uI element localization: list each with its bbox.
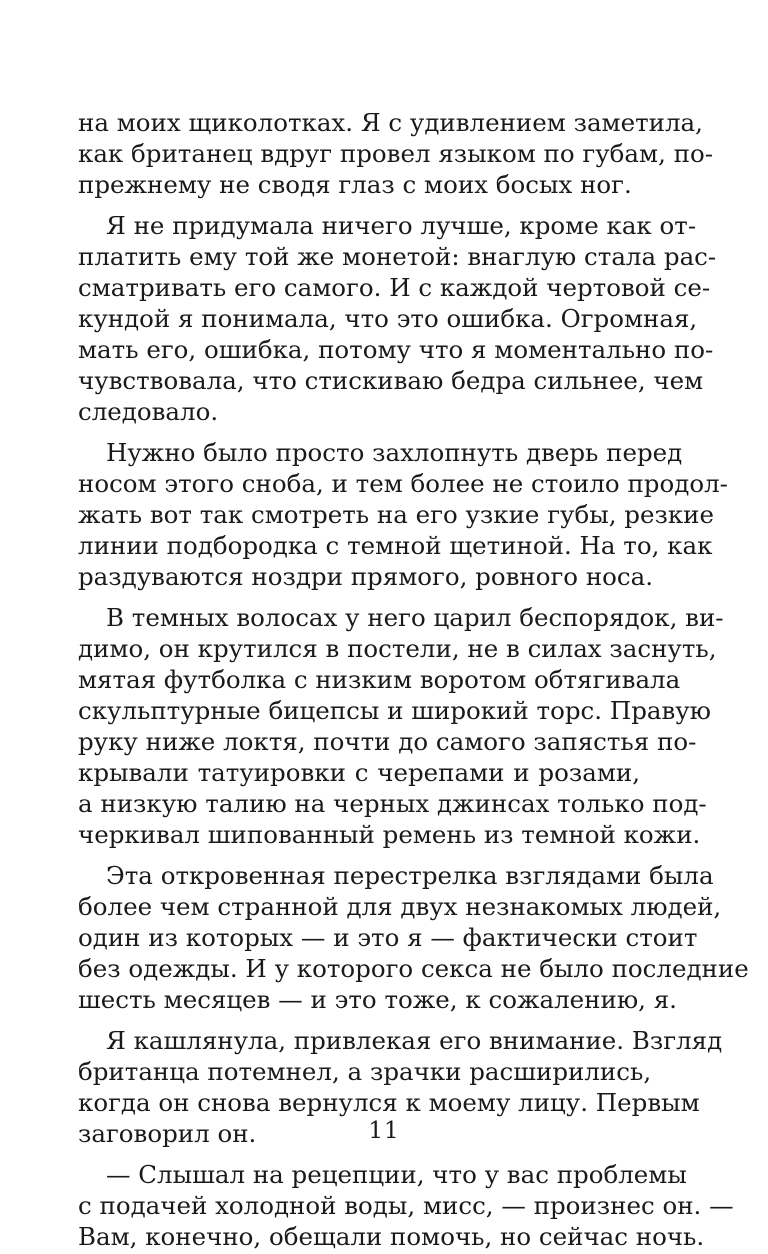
text-line: Нужно было просто захлопнуть дверь перед [106,438,683,467]
text-line: как британец вдруг провел языком по губам, по- [78,139,714,168]
text-line: Эта откровенная перестрелка взглядами была [106,861,714,890]
text-line: с подачей холодной воды, мисс, — произнес он. — [78,1191,734,1220]
text-line: следовало. [78,397,219,426]
text-line: один из которых — и это я — фактически стоит [78,923,698,952]
text-line: Я кашлянула, привлекая его внимание. Взгляд [106,1026,723,1055]
text-line: без одежды. И у которого секса не было последние [78,954,749,983]
text-line: кундой я понимала, что это ошибка. Огромная, [78,304,698,333]
text-line: шесть месяцев — и это тоже, к сожалению, я. [78,985,677,1014]
text-line: черкивал шипованный ремень из темной кожи. [78,820,701,849]
text-line: В темных волосах у него царил беспорядок, ви- [106,603,724,632]
book-page-text [78,106,749,1251]
text-line: мятая футболка с низким воротом обтягивала [78,665,681,694]
text-line: сматривать его самого. И с каждой чертовой се- [78,273,711,302]
text-line: димо, он крутился в постели, не в силах заснуть, [78,634,717,663]
text-line: носом этого сноба, и тем более не стоило продол- [78,469,728,498]
text-line: скульптурные бицепсы и широкий торс. Правую [78,696,712,725]
text-line: раздуваются ноздри прямого, ровного носа. [78,562,654,591]
text-line: — Слышал на рецепции, что у вас проблемы [106,1160,687,1189]
text-line: когда он снова вернулся к моему лицу. Первым [78,1088,700,1117]
text-line: Я не придумала ничего лучше, кроме как от- [106,211,697,240]
page-number: 11 [368,1118,400,1144]
text-line: крывали татуировки с черепами и розами, [78,758,640,787]
text-line: платить ему той же монетой: внаглую стала рас- [78,242,717,271]
text-line: заговорил он. [78,1119,257,1148]
text-line: а низкую талию на черных джинсах только под- [78,789,707,818]
text-line: линии подбородка с темной щетиной. На то, как [78,531,713,560]
text-line: руку ниже локтя, почти до самого запястья по- [78,727,697,756]
text-line: на моих щиколотках. Я с удивлением заметила, [78,108,703,137]
text-line: прежнему не сводя глаз с моих босых ног. [78,170,632,199]
text-line: жать вот так смотреть на его узкие губы, резкие [78,500,714,529]
text-line: Вам, конечно, обещали помочь, но сейчас ночь. [78,1222,705,1251]
text-line: мать его, ошибка, потому что я моментально по- [78,335,714,364]
text-line: британца потемнел, а зрачки расширились, [78,1057,652,1086]
text-line: более чем странной для двух незнакомых людей, [78,892,722,921]
text-line: чувствовала, что стискиваю бедра сильнее, чем [78,366,704,395]
